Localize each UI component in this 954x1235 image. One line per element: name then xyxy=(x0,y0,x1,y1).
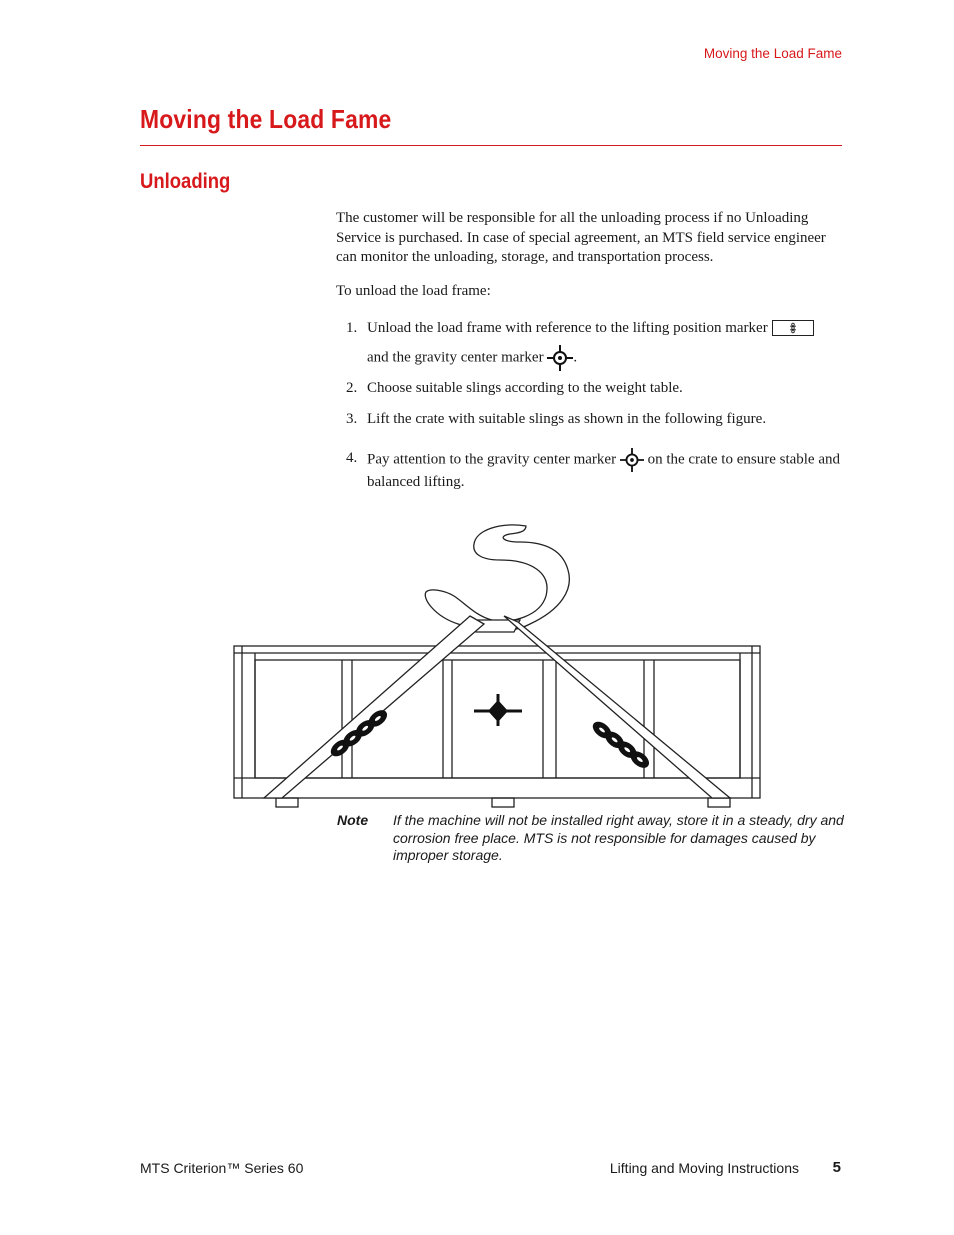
running-header: Moving the Load Fame xyxy=(703,46,842,61)
note-text: If the machine will not be installed right away, store it in a steady, dry and corrosion free place. MTS is not responsible for damages caused by improper storage. xyxy=(393,812,844,863)
gravity-center-marker-icon xyxy=(547,345,573,371)
crate-foot xyxy=(492,798,514,807)
step-text-c: . xyxy=(573,349,578,366)
step-text-b: and the gravity center marker xyxy=(367,349,544,366)
page-title: Moving the Load Fame xyxy=(140,104,392,134)
gravity-center-marker-icon xyxy=(474,694,522,726)
hook-icon xyxy=(425,525,569,631)
gravity-center-marker-icon xyxy=(620,448,644,472)
footer-product: MTS Criterion™ Series 60 xyxy=(140,1160,304,1176)
lifting-figure xyxy=(230,520,766,817)
step-text: Lift the crate with suitable slings as shown in the following figure. xyxy=(367,411,767,427)
step-number: 2. xyxy=(346,380,358,396)
intro-paragraph: The customer will be responsible for all the unloading process if no Unloading Service is purchased. In case of special agreement, an MTS field service engineer can monitor the unloading, storage, and transportation process. xyxy=(336,210,826,265)
crane-hook-lifting-crate-illustration xyxy=(230,520,766,812)
page-number: 5 xyxy=(832,1159,841,1176)
note-label: Note xyxy=(337,812,369,828)
step-text: Choose suitable slings according to the weight table. xyxy=(367,380,683,396)
right-sling xyxy=(504,616,730,798)
step-number: 3. xyxy=(346,411,358,427)
step-text-a: Pay attention to the gravity center marker xyxy=(367,451,617,468)
title-divider xyxy=(140,145,842,146)
step-text xyxy=(367,318,842,338)
step-number: 1. xyxy=(346,320,358,336)
step-text xyxy=(367,448,842,492)
step-number: 4. xyxy=(346,450,358,466)
lead-paragraph: To unload the load frame: xyxy=(336,283,491,299)
section-heading: Unloading xyxy=(140,170,231,193)
crate-foot xyxy=(276,798,298,807)
footer-section: Lifting and Moving Instructions xyxy=(609,1160,799,1176)
left-sling xyxy=(264,616,484,798)
crate-foot xyxy=(708,798,730,807)
step-text-line2 xyxy=(367,345,577,371)
step-text-a: Unload the load frame with reference to the lifting position marker xyxy=(367,320,768,336)
lifting-position-marker-icon xyxy=(772,320,814,336)
step-text-b: on the crate to ensure stable and balanced lifting. xyxy=(367,451,840,490)
